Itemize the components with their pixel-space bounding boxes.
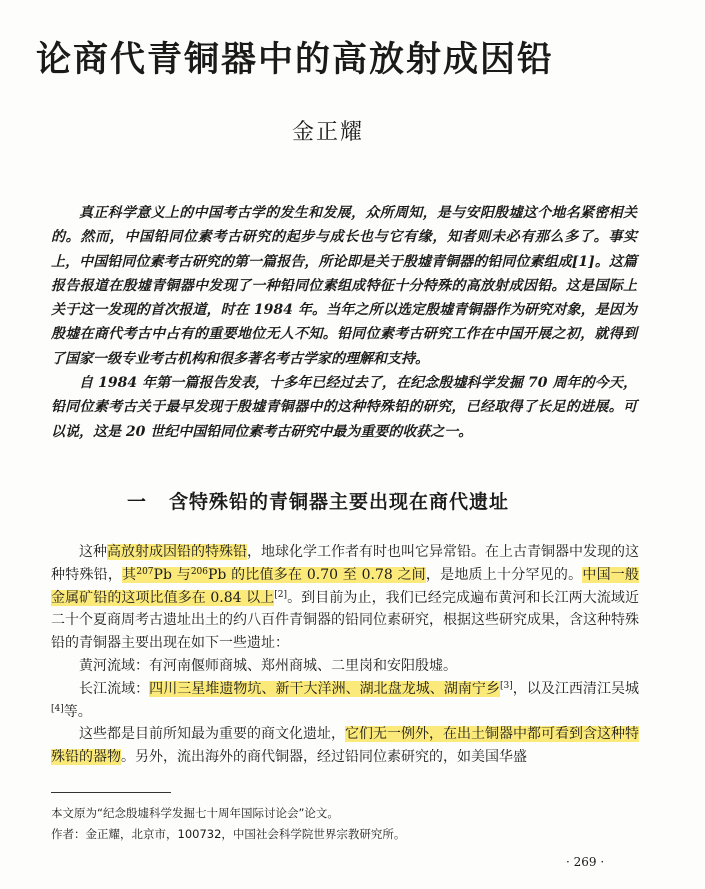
footnotes xyxy=(51,803,631,845)
text-run: 。到目前为止，我们已经完成遍布黄河和长江两大流域近二十个夏商周考古遗址出土的约八百件青铜器的铅同位素研究，根据这些研究成果，含这种特殊铅的青铜器主要出现在如下一些遗址： xyxy=(51,589,639,652)
document-title: 论商代青铜器中的高放射成因铅 xyxy=(36,40,555,80)
text-run: 其 xyxy=(122,566,137,583)
footnote-source-note: 本文原为“纪念殷墟科学发掘七十周年国际讨论会”论文。 xyxy=(51,806,339,820)
abstract-paragraph-2: 自 1984 年第一篇报告发表，十多年已经过去了，在纪念殷墟科学发掘 70 周年的今天，铅同位素考古关于最早发现于殷墟青铜器中的这种特殊铅的研究，已经取得了长足的进展。可以说，这是 20 世纪中国铅同位素考古研究中最为重要的收获之一。 xyxy=(51,375,637,440)
body-paragraph-3 xyxy=(51,678,639,724)
highlighted-text: 它们无一例外，在出土铜器中都可看到含这种特殊铅的器物 xyxy=(51,726,639,766)
text-run: Pb 与 xyxy=(153,566,191,583)
section-title: 含特殊铅的青铜器主要出现在商代遗址 xyxy=(169,491,510,513)
footnote-divider xyxy=(51,792,171,793)
citation-ref: [3] xyxy=(499,680,513,691)
section-heading xyxy=(127,489,509,515)
body-paragraph-1 xyxy=(51,541,639,655)
highlighted-text: 中国一般金属矿铅的这项比值多在 0.84 以上 xyxy=(51,566,640,606)
abstract-paragraph-1: 真正科学意义上的中国考古学的发生和发展，众所周知，是与安阳殷墟这个地名紧密相关的。然而，中国铅同位素考古研究的起步与成长也与它有缘，知者则未必有那么多了。事实上，中国铅同位素考古研究的第一篇报告，所论即是关于殷墟青铜器的铅同位素组成[1]。这篇报告报道在殷墟青铜器中发现了一种铅同位素组成特征十分特殊的高放射成因铅。这是国际上关于这一发现的首次报道，时在 1984 年。当年之所以选定殷墟青铜器作为研究对象，是因为殷墟在商代考古中占有的重要地位无人不知。铅同位素考古研究工作在中国开展之初，就得到了国家一级专业考古机构和很多著名考古学家的理解和支持。 xyxy=(51,205,637,367)
text-run: 长江流域： xyxy=(79,680,150,697)
text-run: ，以及江西清江吴城 xyxy=(512,680,640,697)
section-number: 一 xyxy=(127,491,148,513)
text-run: 这些都是目前所知最为重要的商文化遗址， xyxy=(79,726,345,743)
superscript: 206 xyxy=(190,566,209,577)
text-run: 这种 xyxy=(79,544,107,560)
text-run: ，地球化学工作者有时也叫它异常铅。在上古青铜器中发现的这种特殊铅， xyxy=(51,544,639,583)
citation-ref: [4] xyxy=(51,703,64,714)
text-run: ，是地质上十分罕见的。 xyxy=(425,566,583,583)
highlighted-text xyxy=(122,567,426,583)
body-text xyxy=(51,541,639,769)
highlighted-text: 高放射成因铅的特殊铅 xyxy=(107,544,247,560)
footnote-author-info: 作者：金正耀，北京市，100732，中国社会科学院世界宗教研究所。 xyxy=(51,827,406,841)
page-number: · 269 · xyxy=(566,855,605,869)
citation-ref: [2] xyxy=(274,589,288,600)
author-name: 金正耀 xyxy=(292,120,365,145)
text-run: Pb 的比值多在 0.70 至 0.78 之间 xyxy=(208,566,426,583)
body-paragraph-2: 黄河流域：有河南偃师商城、郑州商城、二里岗和安阳殷墟。 xyxy=(79,657,457,674)
superscript: 207 xyxy=(136,566,154,577)
body-paragraph-4 xyxy=(51,723,639,769)
text-run: 等。 xyxy=(63,703,92,720)
highlighted-text: 四川三星堆遗物坑、新干大洋洲、湖北盘龙城、湖南宁乡 xyxy=(149,680,500,697)
text-run: 。另外，流出海外的商代铜器，经过铅同位素研究的，如美国华盛 xyxy=(121,749,527,766)
abstract xyxy=(51,201,637,444)
